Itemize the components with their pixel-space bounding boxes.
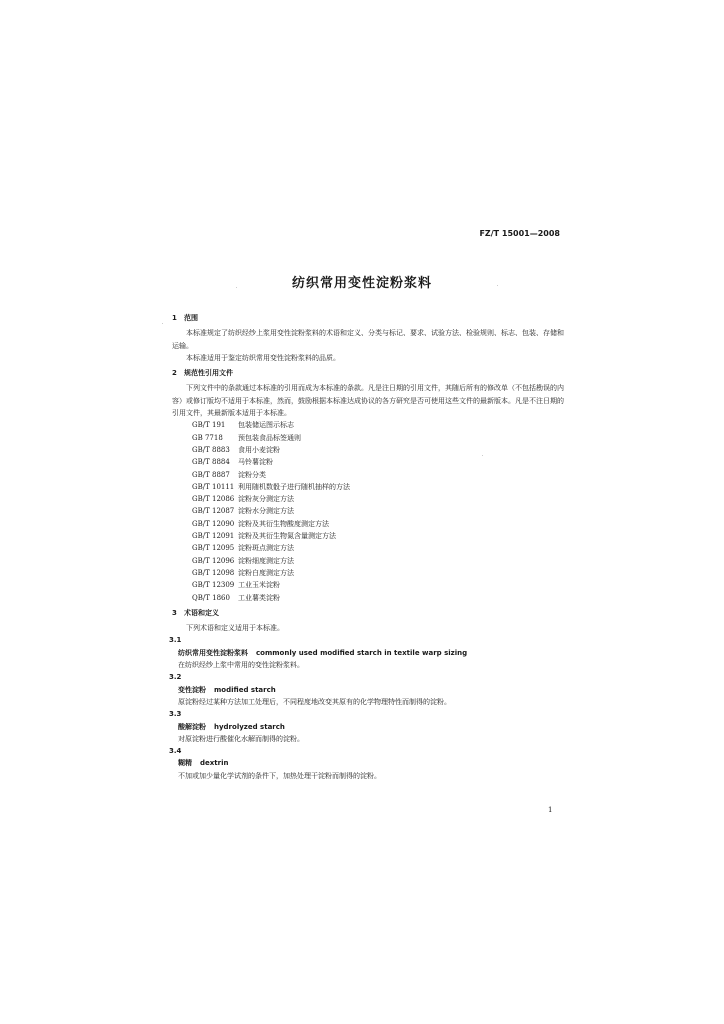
reference-name: 淀粉及其衍生物酸度测定方法 bbox=[238, 519, 329, 528]
term-number: 3.1 bbox=[169, 636, 182, 645]
reference-item bbox=[172, 567, 564, 579]
scan-speck bbox=[497, 285, 498, 286]
document-body bbox=[169, 312, 564, 782]
term-number: 3.4 bbox=[169, 747, 182, 756]
section-heading bbox=[172, 607, 564, 619]
section-title: 术语和定义 bbox=[184, 608, 219, 617]
reference-item bbox=[172, 530, 564, 542]
reference-item bbox=[172, 419, 564, 431]
term-definition: 在纺织经纱上浆中常用的变性淀粉浆料。 bbox=[178, 661, 304, 670]
scan-speck bbox=[482, 455, 483, 456]
section-number: 1 bbox=[172, 314, 177, 322]
document-title: 纺织常用变性淀粉浆料 bbox=[291, 276, 432, 291]
term-en: commonly used modified starch in textile warp sizing bbox=[256, 648, 468, 657]
term-definition: 对原淀粉进行酸催化水解而制得的淀粉。 bbox=[178, 734, 304, 743]
reference-item bbox=[172, 518, 564, 530]
reference-code: GB/T 12309 bbox=[192, 581, 235, 590]
term-zh: 酸解淀粉 bbox=[178, 722, 206, 731]
reference-name: 淀粉灰分测定方法 bbox=[238, 495, 294, 504]
section-title: 范围 bbox=[184, 314, 198, 322]
reference-name: 包装储运图示标志 bbox=[238, 421, 294, 430]
reference-name: 淀粉白度测定方法 bbox=[238, 568, 294, 577]
term-definition: 原淀粉经过某种方法加工处理后，不同程度地改变其原有的化学物理特性而制得的淀粉。 bbox=[178, 697, 451, 706]
reference-item bbox=[172, 579, 564, 591]
term-number: 3.3 bbox=[169, 710, 182, 719]
scan-speck bbox=[236, 287, 237, 288]
reference-code: GB/T 12095 bbox=[192, 544, 235, 553]
reference-item bbox=[172, 555, 564, 567]
reference-name: 工业玉米淀粉 bbox=[238, 581, 280, 590]
term-entry bbox=[172, 684, 564, 696]
reference-name: 淀粉分类 bbox=[238, 470, 266, 479]
term-number: 3.2 bbox=[169, 673, 182, 682]
term-en: modified starch bbox=[214, 685, 276, 694]
paragraph: 本标准规定了纺织经纱上浆用变性淀粉浆料的术语和定义、分类与标记、要求、试验方法、检验规则、标志、包装、存储和运输。 bbox=[172, 329, 564, 350]
reference-code: GB/T 12087 bbox=[192, 507, 235, 516]
term-zh: 变性淀粉 bbox=[178, 685, 206, 694]
scan-speck bbox=[162, 323, 163, 324]
section-number: 3 bbox=[172, 608, 177, 617]
reference-code: GB/T 12090 bbox=[192, 519, 235, 528]
reference-code: GB/T 12091 bbox=[192, 532, 235, 541]
reference-item bbox=[172, 432, 564, 444]
paragraph: 本标准适用于鉴定纺织常用变性淀粉浆料的品质。 bbox=[186, 353, 340, 362]
reference-name: 淀粉细度测定方法 bbox=[238, 556, 294, 565]
standard-code: FZ/T 15001—2008 bbox=[479, 229, 560, 238]
paragraph: 下列文件中的条款通过本标准的引用而成为本标准的条款。凡是注日期的引用文件，其随后所有的修改单（不包括勘误的内容）或修订版均不适用于本标准，然而，鼓励根据本标准达成协议的各方研究是否可使用这些文件的最新版本。凡是不注日期的引用文件，其最新版本适用于本标准。 bbox=[172, 384, 564, 418]
reference-item bbox=[172, 456, 564, 468]
reference-name: 淀粉水分测定方法 bbox=[238, 507, 294, 516]
term-en: dextrin bbox=[200, 759, 229, 768]
reference-code: GB/T 12096 bbox=[192, 556, 235, 565]
reference-item bbox=[172, 493, 564, 505]
reference-code: GB/T 12086 bbox=[192, 495, 235, 504]
reference-list bbox=[172, 419, 564, 603]
reference-code: GB/T 12098 bbox=[192, 568, 235, 577]
term-definition: 不加或加少量化学试剂的条件下，加热处理干淀粉而制得的淀粉。 bbox=[178, 771, 381, 780]
reference-item bbox=[172, 444, 564, 456]
reference-name: 淀粉斑点测定方法 bbox=[238, 544, 294, 553]
reference-name: 工业薯类淀粉 bbox=[238, 593, 280, 602]
term-entry bbox=[172, 647, 564, 659]
reference-code: GB/T 191 bbox=[192, 421, 226, 430]
reference-code: GB/T 10111 bbox=[192, 482, 235, 491]
reference-name: 利用随机数骰子进行随机抽样的方法 bbox=[238, 482, 350, 491]
reference-item bbox=[172, 505, 564, 517]
reference-item bbox=[172, 469, 564, 481]
reference-name: 预包装食品标签通则 bbox=[238, 433, 301, 442]
section-heading bbox=[172, 312, 564, 324]
term-zh: 纺织常用变性淀粉浆料 bbox=[178, 648, 248, 657]
paragraph: 下列术语和定义适用于本标准。 bbox=[186, 624, 284, 633]
term-en: hydrolyzed starch bbox=[214, 722, 285, 731]
section-title: 规范性引用文件 bbox=[184, 369, 233, 378]
page-number: 1 bbox=[548, 806, 553, 814]
reference-code: GB/T 8883 bbox=[192, 445, 230, 454]
reference-code: GB/T 8884 bbox=[192, 458, 230, 467]
reference-item bbox=[172, 542, 564, 554]
reference-item bbox=[172, 481, 564, 493]
reference-name: 马铃薯淀粉 bbox=[238, 458, 273, 467]
term-entry bbox=[172, 757, 564, 769]
reference-name: 淀粉及其衍生物氮含量测定方法 bbox=[238, 532, 336, 541]
term-entry bbox=[172, 721, 564, 733]
section-heading bbox=[172, 367, 564, 379]
reference-code: GB 7718 bbox=[192, 433, 223, 442]
reference-name: 食用小麦淀粉 bbox=[238, 445, 280, 454]
section-number: 2 bbox=[172, 369, 177, 378]
reference-code: QB/T 1860 bbox=[192, 593, 230, 602]
reference-code: GB/T 8887 bbox=[192, 470, 230, 479]
term-zh: 糊精 bbox=[178, 759, 192, 768]
reference-item bbox=[172, 592, 564, 604]
